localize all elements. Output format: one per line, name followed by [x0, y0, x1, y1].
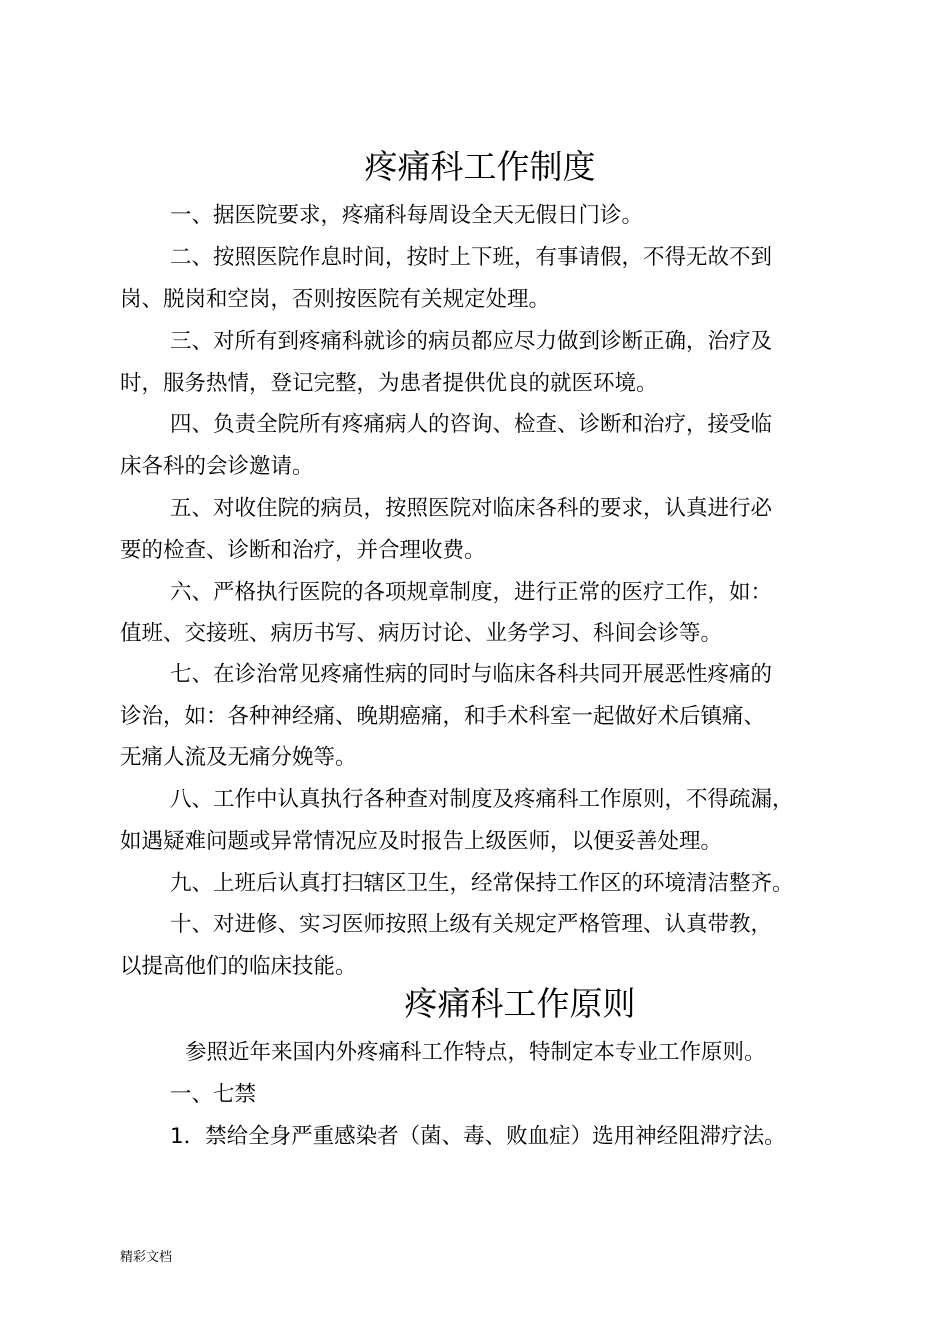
rule-8-line-2: 如遇疑难问题或异常情况应及时报告上级医师，以便妥善处理。: [120, 829, 723, 854]
rule-8-line-1: 八、工作中认真执行各种查对制度及疼痛科工作原则，不得疏漏，: [170, 787, 794, 812]
rule-2-line-2: 岗、脱岗和空岗，否则按医院有关规定处理。: [120, 287, 551, 312]
section-1-heading: 一、七禁: [170, 1082, 257, 1107]
rule-6-line-1: 六、严格执行医院的各项规章制度，进行正常的医疗工作，如：: [170, 580, 773, 605]
rule-4-line-2: 床各科的会诊邀请。: [120, 454, 314, 479]
rule-3-line-2: 时，服务热情，登记完整，为患者提供优良的就医环境。: [120, 371, 658, 396]
rule-7-line-2: 诊治，如：各种神经痛、晚期癌痛，和手术科室一起做好术后镇痛、: [120, 704, 766, 729]
document-title: 疼痛科工作制度: [364, 147, 596, 186]
rule-5-line-1: 五、对收住院的病员，按照医院对临床各科的要求，认真进行必: [170, 496, 773, 521]
page-footer: 精彩文档: [120, 1250, 173, 1265]
rule-4-line-1: 四、负责全院所有疼痛病人的咨询、检查、诊断和治疗，接受临: [170, 412, 773, 437]
section-1-item-1: 1．禁给全身严重感染者（菌、毒、败血症）选用神经阻滞疗法。: [170, 1124, 786, 1149]
rule-1-line-1: 一、据医院要求，疼痛科每周设全天无假日门诊。: [170, 203, 644, 228]
rule-6-line-2: 值班、交接班、病历书写、病历讨论、业务学习、科间会诊等。: [120, 621, 723, 646]
rule-10-line-1: 十、对进修、实习医师按照上级有关规定严格管理、认真带教，: [170, 912, 773, 937]
rule-9-line-1: 九、上班后认真打扫辖区卫生，经常保持工作区的环境清洁整齐。: [170, 871, 794, 896]
rule-2-line-1: 二、按照医院作息时间，按时上下班，有事请假，不得无故不到: [170, 245, 773, 270]
rule-10-line-2: 以提高他们的临床技能。: [120, 954, 357, 979]
principles-intro: 参照近年来国内外疼痛科工作特点，特制定本专业工作原则。: [185, 1040, 766, 1065]
principles-title: 疼痛科工作原则: [404, 984, 636, 1023]
rule-3-line-1: 三、对所有到疼痛科就诊的病员都应尽力做到诊断正确，治疗及: [170, 329, 773, 354]
rule-7-line-3: 无痛人流及无痛分娩等。: [120, 745, 357, 770]
rule-5-line-2: 要的检查、诊断和治疗，并合理收费。: [120, 538, 486, 563]
rule-7-line-1: 七、在诊治常见疼痛性病的同时与临床各科共同开展恶性疼痛的: [170, 662, 773, 687]
